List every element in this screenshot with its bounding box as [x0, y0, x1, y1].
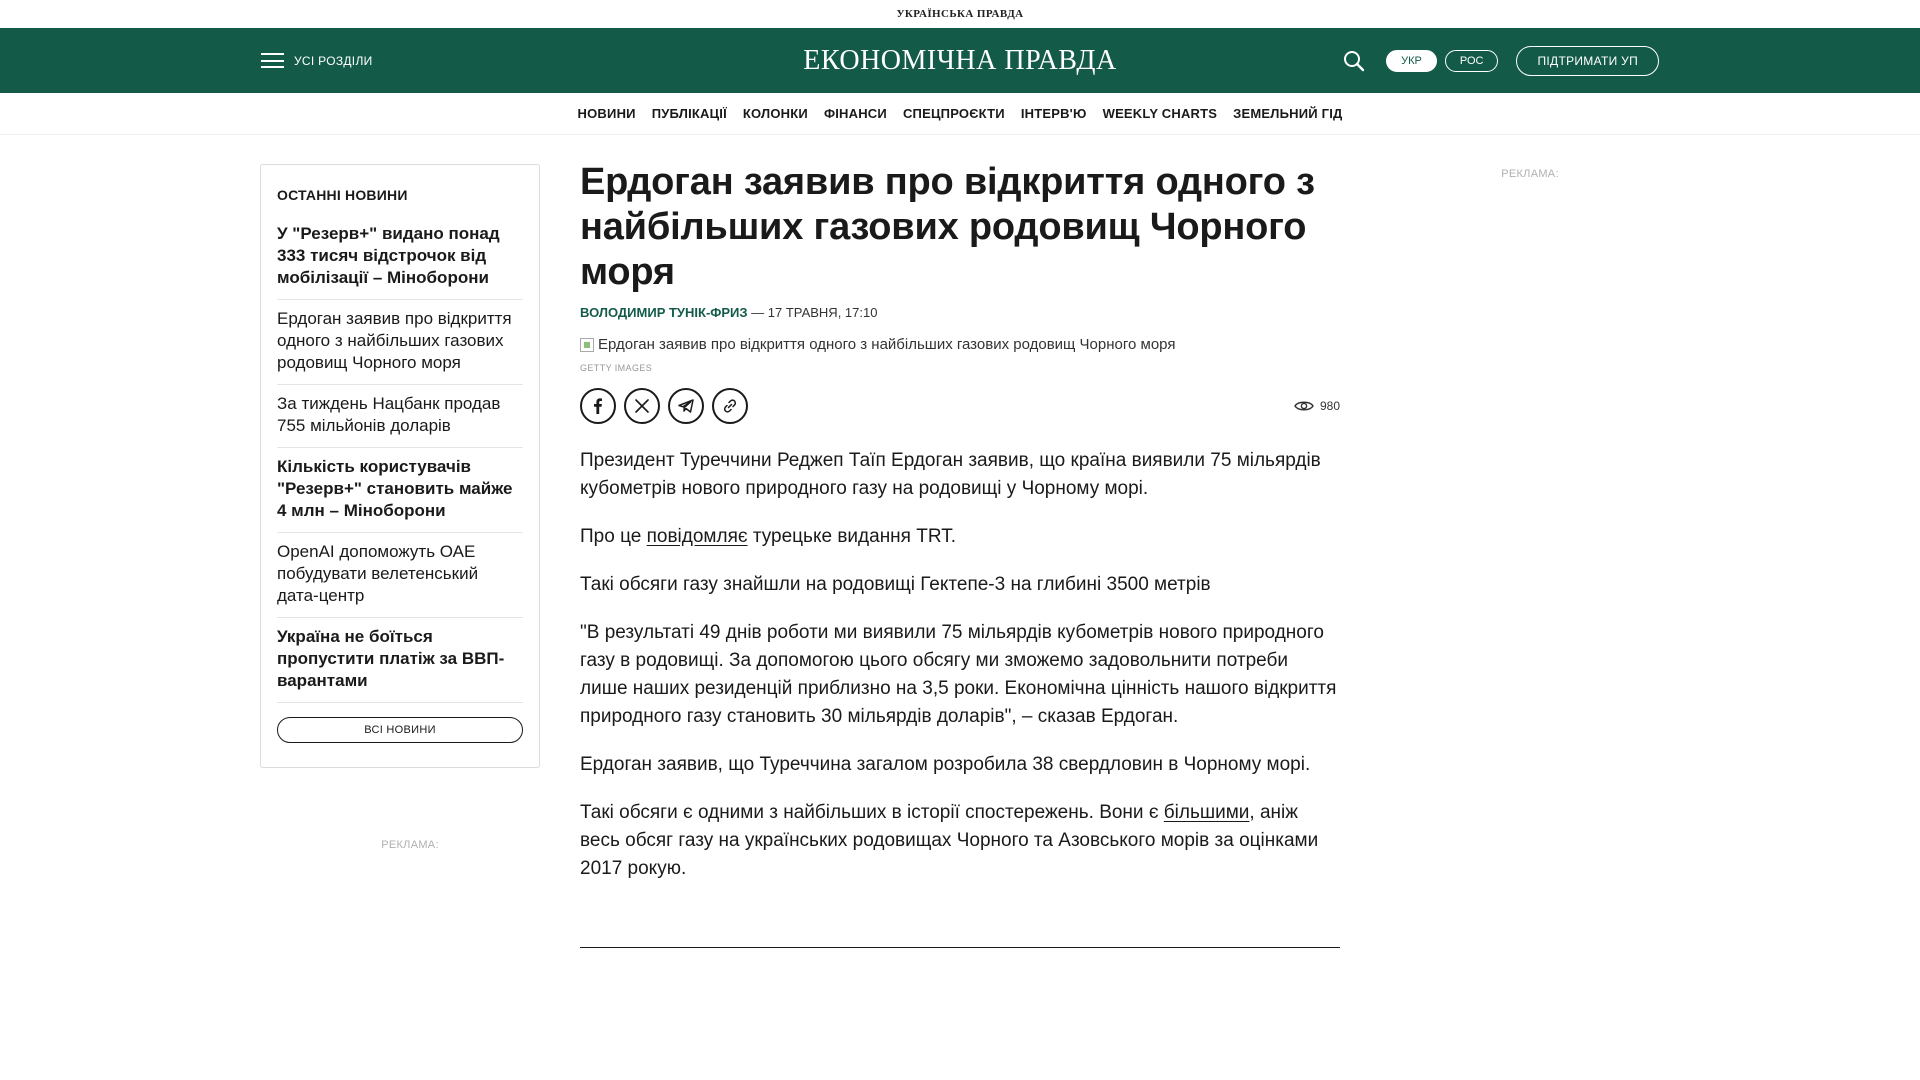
- share-row: [580, 387, 1340, 425]
- broken-image-icon: [580, 338, 594, 352]
- paragraph: [580, 799, 1340, 883]
- text-span: , аніж весь обсяг газу на українських родовищах Чорного та Азовського морів за оцінками 2017 рокую.: [580, 802, 1319, 879]
- publish-date: — 17 ТРАВНЯ, 17:10: [751, 305, 878, 320]
- nav-item-columns[interactable]: КОЛОНКИ: [742, 106, 808, 121]
- ad-label-right: РЕКЛАМА:: [1501, 168, 1559, 180]
- share-buttons: [580, 388, 748, 424]
- byline: [580, 305, 1340, 320]
- link-icon: [722, 398, 738, 414]
- section-nav: [0, 93, 1920, 135]
- header-actions: [1340, 28, 1659, 93]
- top-strip: [0, 0, 1920, 28]
- hamburger-icon: [261, 53, 284, 68]
- search-button[interactable]: [1340, 47, 1368, 75]
- ad-label-left: РЕКЛАМА:: [381, 839, 439, 851]
- news-item[interactable]: У "Резерв+" видано понад 333 тисяч відстрочок від мобілізації – Міноборони: [277, 215, 523, 300]
- view-count: 980: [1319, 399, 1340, 413]
- article-body: [580, 447, 1340, 883]
- nav-item-finance[interactable]: ФІНАНСИ: [823, 106, 887, 121]
- news-item[interactable]: За тиждень Нацбанк продав 755 мільйонів доларів: [277, 385, 523, 448]
- eye-icon: [1294, 399, 1314, 413]
- image-credit: GETTY IMAGES: [580, 363, 653, 373]
- paragraph: [580, 523, 1340, 551]
- text-span: Про це: [580, 526, 647, 547]
- copy-link-button[interactable]: [712, 388, 748, 424]
- source-link[interactable]: повідомляє: [646, 526, 748, 547]
- share-facebook-button[interactable]: [580, 388, 616, 424]
- site-header: [0, 28, 1920, 93]
- all-news-button[interactable]: ВСІ НОВИНИ: [277, 717, 523, 743]
- paragraph: Такі обсяги газу знайшли на родовищі Гектепе-3 на глибині 3500 метрів: [580, 574, 1211, 595]
- article-divider: [580, 947, 1340, 948]
- view-counter: [1294, 399, 1340, 413]
- nav-item-weekly-charts[interactable]: WEEKLY CHARTS: [1102, 106, 1218, 121]
- telegram-icon: [677, 397, 695, 415]
- nav-item-news[interactable]: НОВИНИ: [577, 106, 636, 121]
- all-sections-menu-button[interactable]: [261, 28, 373, 93]
- author-link[interactable]: ВОЛОДИМИР ТУНІК-ФРИЗ: [580, 305, 748, 320]
- nav-item-land-guide[interactable]: ЗЕМЕЛЬНИЙ ГІД: [1233, 106, 1343, 121]
- image-alt-text: Ердоган заявив про відкриття одного з найбільших газових родовищ Чорного моря: [598, 336, 1176, 353]
- news-item[interactable]: Кількість користувачів "Резерв+" становить майже 4 млн – Міноборони: [277, 448, 523, 533]
- nav-item-publications[interactable]: ПУБЛІКАЦІЇ: [651, 106, 727, 121]
- text-span: турецьке видання TRT.: [747, 526, 957, 547]
- news-item[interactable]: OpenAI допоможуть ОАЕ побудувати велетенський дата-центр: [277, 533, 523, 618]
- news-item[interactable]: Україна не боїться пропустити платіж за ВВП-варантами: [277, 618, 523, 703]
- bigger-link[interactable]: більшими: [1163, 802, 1250, 823]
- latest-news-sidebar: [260, 164, 540, 768]
- article-title: Ердоган заявив про відкриття одного з найбільших газових родовищ Чорного моря: [580, 161, 1315, 293]
- sidebar-title: ОСТАННІ НОВИНИ: [277, 187, 408, 203]
- up-brand-logo[interactable]: УКРАЇНСЬКА ПРАВДА: [896, 8, 1024, 20]
- site-logo[interactable]: ЕКОНОМІЧНА ПРАВДА: [803, 44, 1117, 76]
- paragraph: "В результаті 49 днів роботи ми виявили 75 мільярдів кубометрів нового природного газу в родовищі. За допомогою цього обсягу ми зможемо задовольнити потреби лише наших резиденцій приблизно на 3,5 роки. Економічна цінність нашого відкриття природного газу становить 30 мільярдів доларів", – сказав Ердоган.: [580, 622, 1337, 727]
- x-icon: [634, 398, 650, 414]
- menu-label: УСІ РОЗДІЛИ: [294, 53, 373, 68]
- lang-ros-button[interactable]: РОС: [1445, 50, 1499, 72]
- share-x-button[interactable]: [624, 388, 660, 424]
- lang-ukr-button[interactable]: УКР: [1386, 50, 1437, 72]
- article: [580, 160, 1340, 948]
- support-button[interactable]: ПІДТРИМАТИ УП: [1516, 46, 1659, 76]
- paragraph: Ердоган заявив, що Туреччина загалом розробила 38 свердловин в Чорному морі.: [580, 754, 1311, 775]
- search-icon: [1343, 50, 1365, 72]
- paragraph: Президент Туреччини Реджеп Таїп Ердоган заявив, що країна виявили 75 мільярдів кубометрів нового природного газу на родовищі у Чорному морі.: [580, 450, 1321, 499]
- nav-item-specprojects[interactable]: СПЕЦПРОЄКТИ: [902, 106, 1005, 121]
- share-telegram-button[interactable]: [668, 388, 704, 424]
- article-image: [580, 336, 1340, 353]
- facebook-icon: [589, 397, 607, 415]
- text-span: Такі обсяги є одними з найбільших в історії спостережень. Вони є: [580, 802, 1164, 823]
- news-item[interactable]: Ердоган заявив про відкриття одного з найбільших газових родовищ Чорного моря: [277, 300, 523, 385]
- nav-item-interview[interactable]: ІНТЕРВ'Ю: [1020, 106, 1087, 121]
